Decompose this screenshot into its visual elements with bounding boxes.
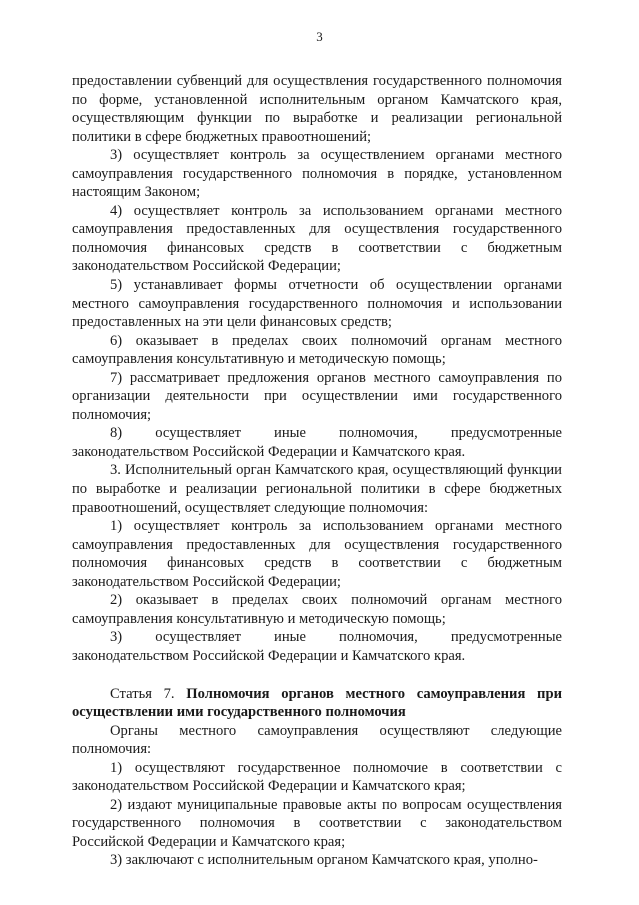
paragraph-item-3: 3) осуществляет контроль за осуществлением органами местного самоуправления государственного полномочия в порядке, установленном настоящим Законом; bbox=[72, 147, 562, 201]
paragraph-article-item-2: 2) издают муниципальные правовые акты по вопросам осуществления государственного полномочия в соответствии с законодательством Российской Федерации и Камчатского края; bbox=[72, 796, 562, 850]
document-body bbox=[72, 72, 562, 870]
article-title: Полномочия органов местного самоуправления при осуществлении ими государственного полномочия bbox=[72, 685, 562, 721]
paragraph-article-item-3: 3) заключают с исполнительным органом Камчатского края, уполно- bbox=[110, 852, 538, 869]
paragraph-section-3-item-3: 3) осуществляет иные полномочия, предусмотренные законодательством Российской Федерации и Камчатского края. bbox=[72, 629, 562, 664]
paragraph-article-item-1: 1) осуществляют государственное полномочие в соответствии с законодательством Российской Федерации и Камчатского края; bbox=[72, 759, 562, 795]
paragraph-item-6: 6) оказывает в пределах своих полномочий органам местного самоуправления консультативную и методическую помощь; bbox=[72, 332, 562, 368]
article-heading bbox=[72, 685, 562, 722]
paragraph-item-8: 8) осуществляет иные полномочия, предусмотренные законодательством Российской Федерации и Камчатского края. bbox=[72, 425, 562, 460]
article-number: Статья 7. bbox=[110, 685, 175, 702]
paragraph-section-3-item-2: 2) оказывает в пределах своих полномочий органам местного самоуправления консультативную и методическую помощь; bbox=[72, 592, 562, 627]
paragraph-continuation: предоставлении субвенций для осуществления государственного полномочия по форме, установленной исполнительным органом Камчатского края, осуществляющим функции по выработке и реализации региональной политики в сфере бюджетных правоотношений; bbox=[72, 73, 562, 145]
paragraph-section-3-item-1: 1) осуществляет контроль за использованием органами местного самоуправления предоставленных для осуществления государственного полномочия финансовых средств в соответствии с бюджетным законодательством Российской Федерации; bbox=[72, 518, 562, 590]
page-number: 3 bbox=[316, 29, 323, 44]
paragraph-item-7: 7) рассматривает предложения органов местного самоуправления по организации деятельности при осуществлении ими государственного полномочия; bbox=[72, 369, 562, 423]
paragraph-item-4: 4) осуществляет контроль за использованием органами местного самоуправления предоставленных для осуществления государственного полномочия финансовых средств в соответствии с бюджетным законодательством Российской Федерации; bbox=[72, 202, 562, 275]
paragraph-item-5: 5) устанавливает формы отчетности об осуществлении органами местного самоуправления государственного полномочия и использовании предоставленных на эти цели финансовых средств; bbox=[72, 277, 562, 331]
paragraph-article-intro: Органы местного самоуправления осуществляют следующие полномочия: bbox=[72, 722, 562, 758]
paragraph-section-3: 3. Исполнительный орган Камчатского края, осуществляющий функции по выработке и реализации региональной политики в сфере бюджетных правоотношений, осуществляет следующие полномочия: bbox=[72, 462, 562, 516]
